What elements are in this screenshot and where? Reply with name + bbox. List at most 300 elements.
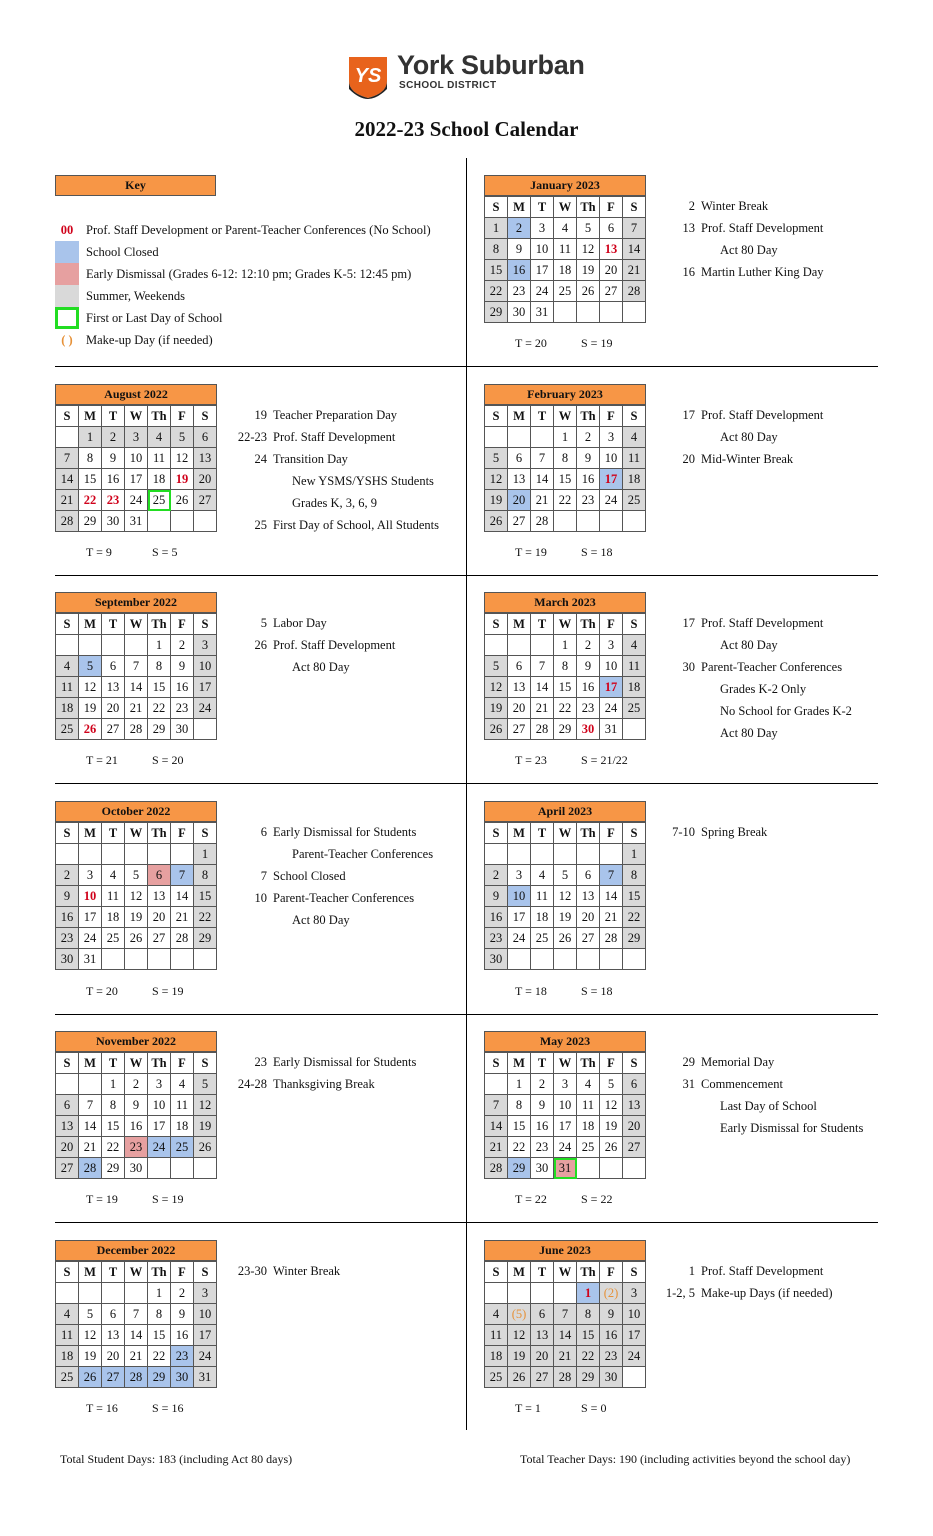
calendar-day: 20 xyxy=(531,1346,554,1367)
weekday-header: S xyxy=(194,1262,217,1283)
calendar-day: 1 xyxy=(194,844,217,865)
calendar-event xyxy=(254,408,398,423)
weekday-header: S xyxy=(56,1262,79,1283)
calendar-day: 29 xyxy=(577,1367,600,1388)
month-title: December 2022 xyxy=(55,1240,217,1261)
calendar-day: 10 xyxy=(531,239,554,260)
empty-day xyxy=(79,1283,102,1304)
calendar-day: 27 xyxy=(148,928,171,949)
total-student-days: Total Student Days: 183 (including Act 80 days) xyxy=(60,1452,293,1466)
weekday-header: F xyxy=(171,614,194,635)
calendar-day: 13 xyxy=(531,1325,554,1346)
calendar-day: 19 xyxy=(600,1116,623,1137)
month-calendar xyxy=(55,592,217,740)
calendar-event xyxy=(237,1264,341,1279)
calendar-event xyxy=(701,430,778,445)
empty-day xyxy=(623,719,646,740)
calendar-day: 17 xyxy=(79,907,102,928)
month-calendar xyxy=(484,175,646,323)
empty-day xyxy=(148,511,171,532)
weekday-header: Th xyxy=(148,1262,171,1283)
calendar-day: 2 xyxy=(531,1074,554,1095)
month-title: May 2023 xyxy=(484,1031,646,1052)
event-date: 31 xyxy=(682,1077,695,1091)
calendar-day: 7 xyxy=(125,1304,148,1325)
event-label: Act 80 Day xyxy=(720,430,778,444)
calendar-event xyxy=(682,1055,775,1070)
event-label: Make-up Days (if needed) xyxy=(701,1286,833,1300)
calendar-day: 2 xyxy=(508,218,531,239)
calendar-day: 13 xyxy=(56,1116,79,1137)
calendar-day: 14 xyxy=(531,677,554,698)
calendar-day: 25 xyxy=(171,1137,194,1158)
calendar-day: 28 xyxy=(125,719,148,740)
empty-day xyxy=(56,844,79,865)
calendar-day: 12 xyxy=(171,448,194,469)
event-date: 17 xyxy=(682,408,695,422)
calendar-day: 8 xyxy=(554,448,577,469)
weekday-header: M xyxy=(508,823,531,844)
calendar-day: 17 xyxy=(194,1325,217,1346)
empty-day xyxy=(508,427,531,448)
calendar-day: 27 xyxy=(508,511,531,532)
event-date: 6 xyxy=(260,825,267,839)
calendar-day: 26 xyxy=(485,511,508,532)
event-label: School Closed xyxy=(273,869,346,883)
calendar-day: 4 xyxy=(56,656,79,677)
empty-day xyxy=(554,949,577,970)
calendar-day: 23 xyxy=(577,490,600,511)
month-calendar xyxy=(55,1240,217,1388)
row-divider xyxy=(55,575,878,576)
calendar-event xyxy=(672,825,768,840)
calendar-day: 8 xyxy=(623,865,646,886)
weekday-header: Th xyxy=(577,197,600,218)
calendar-day: 25 xyxy=(623,490,646,511)
month-title: September 2022 xyxy=(55,592,217,613)
weekday-header: T xyxy=(531,406,554,427)
calendar-event xyxy=(665,1286,833,1301)
calendar-day: 1 xyxy=(623,844,646,865)
empty-day xyxy=(531,949,554,970)
teacher-days-count: T = 21 xyxy=(86,753,118,767)
weekday-header: S xyxy=(194,823,217,844)
event-label: Prof. Staff Development xyxy=(701,616,824,630)
calendar-day: 15 xyxy=(577,1325,600,1346)
calendar-day: 27 xyxy=(102,719,125,740)
calendar-day: 2 xyxy=(102,427,125,448)
event-label: Mid-Winter Break xyxy=(701,452,794,466)
calendar-day: 1 xyxy=(148,1283,171,1304)
calendar-day: 19 xyxy=(577,260,600,281)
calendar-day: 16 xyxy=(508,260,531,281)
event-label: Act 80 Day xyxy=(292,913,350,927)
weekday-header: W xyxy=(554,197,577,218)
row-divider xyxy=(55,366,878,367)
calendar-day: 4 xyxy=(623,427,646,448)
calendar-day: 28 xyxy=(485,1158,508,1179)
calendar-event xyxy=(688,1264,824,1279)
calendar-event xyxy=(701,1121,863,1136)
month-title: January 2023 xyxy=(484,175,646,196)
calendar-day: 8 xyxy=(102,1095,125,1116)
calendar-day: 6 xyxy=(508,448,531,469)
calendar-day: 26 xyxy=(79,719,102,740)
calendar-day: 30 xyxy=(125,1158,148,1179)
calendar-day: 25 xyxy=(485,1367,508,1388)
calendar-day: 29 xyxy=(79,511,102,532)
event-label: Act 80 Day xyxy=(720,243,778,257)
calendar-day: 27 xyxy=(600,281,623,302)
student-days-count: S = 18 xyxy=(581,545,613,559)
weekday-header: T xyxy=(102,1262,125,1283)
calendar-day: 29 xyxy=(508,1158,531,1179)
calendar-day: 15 xyxy=(148,677,171,698)
calendar-day: 29 xyxy=(148,719,171,740)
calendar-event xyxy=(273,660,350,675)
empty-day xyxy=(554,302,577,323)
weekday-header: Th xyxy=(577,406,600,427)
empty-day xyxy=(623,1158,646,1179)
weekday-header: S xyxy=(485,614,508,635)
teacher-days-count: T = 18 xyxy=(515,984,547,998)
calendar-day: 6 xyxy=(102,656,125,677)
weekday-header: S xyxy=(56,1053,79,1074)
calendar-day: 27 xyxy=(531,1367,554,1388)
calendar-day: 15 xyxy=(508,1116,531,1137)
calendar-day: 24 xyxy=(148,1137,171,1158)
calendar-day: 21 xyxy=(171,907,194,928)
calendar-day: 27 xyxy=(194,490,217,511)
calendar-day: 20 xyxy=(600,260,623,281)
key-swatch xyxy=(55,285,79,307)
calendar-day: 20 xyxy=(508,698,531,719)
calendar-day: (2) xyxy=(600,1283,623,1304)
event-date: 19 xyxy=(254,408,267,422)
calendar-day: 23 xyxy=(125,1137,148,1158)
calendar-day: 30 xyxy=(531,1158,554,1179)
empty-day xyxy=(125,635,148,656)
weekday-header: M xyxy=(79,614,102,635)
calendar-day: 30 xyxy=(171,1367,194,1388)
student-days-count: S = 19 xyxy=(152,1192,184,1206)
weekday-header: W xyxy=(554,823,577,844)
empty-day xyxy=(125,844,148,865)
calendar-day: 24 xyxy=(554,1137,577,1158)
calendar-day: 12 xyxy=(485,469,508,490)
calendar-day: 11 xyxy=(531,886,554,907)
calendar-day: 24 xyxy=(79,928,102,949)
calendar-day: 11 xyxy=(148,448,171,469)
empty-day xyxy=(171,511,194,532)
empty-day xyxy=(56,1074,79,1095)
calendar-day: 2 xyxy=(577,427,600,448)
empty-day xyxy=(508,1283,531,1304)
calendar-day: 5 xyxy=(554,865,577,886)
calendar-day: 23 xyxy=(171,1346,194,1367)
calendar-day: 28 xyxy=(531,511,554,532)
calendar-day: 28 xyxy=(600,928,623,949)
calendar-event xyxy=(237,1077,375,1092)
calendar-day: 15 xyxy=(79,469,102,490)
empty-day xyxy=(148,1158,171,1179)
calendar-day: 26 xyxy=(577,281,600,302)
key-label: Prof. Staff Development or Parent-Teacher Conferences (No School) xyxy=(86,223,431,237)
weekday-header: M xyxy=(508,197,531,218)
calendar-day: 8 xyxy=(148,1304,171,1325)
calendar-day: 25 xyxy=(623,698,646,719)
calendar-day: 17 xyxy=(623,1325,646,1346)
calendar-day: 30 xyxy=(485,949,508,970)
calendar-day: 28 xyxy=(171,928,194,949)
calendar-day: 19 xyxy=(554,907,577,928)
empty-day xyxy=(577,302,600,323)
calendar-day: 9 xyxy=(171,1304,194,1325)
calendar-event xyxy=(682,265,824,280)
weekday-header: Th xyxy=(577,1053,600,1074)
calendar-day: 18 xyxy=(56,1346,79,1367)
empty-day xyxy=(56,1283,79,1304)
empty-day xyxy=(102,949,125,970)
page-title: 2022-23 School Calendar xyxy=(354,117,579,141)
weekday-header: T xyxy=(102,1053,125,1074)
event-date: 13 xyxy=(682,221,695,235)
weekday-header: S xyxy=(623,1053,646,1074)
calendar-day: 11 xyxy=(623,448,646,469)
calendar-day: 6 xyxy=(531,1304,554,1325)
calendar-day: 18 xyxy=(102,907,125,928)
weekday-header: M xyxy=(79,406,102,427)
calendar-day: 20 xyxy=(577,907,600,928)
calendar-day: 5 xyxy=(577,218,600,239)
calendar-day: 19 xyxy=(79,698,102,719)
calendar-day: 12 xyxy=(577,239,600,260)
teacher-days-count: T = 1 xyxy=(515,1401,541,1415)
calendar-day: 30 xyxy=(102,511,125,532)
calendar-event xyxy=(688,199,769,214)
event-label: Teacher Preparation Day xyxy=(273,408,398,422)
weekday-header: M xyxy=(508,406,531,427)
key-swatch: ( ) xyxy=(61,333,73,347)
calendar-day: 8 xyxy=(508,1095,531,1116)
calendar-day: 14 xyxy=(623,239,646,260)
weekday-header: M xyxy=(508,1262,531,1283)
empty-day xyxy=(623,1367,646,1388)
calendar-day: 24 xyxy=(531,281,554,302)
logo-subtext: SCHOOL DISTRICT xyxy=(399,80,497,91)
event-label: Prof. Staff Development xyxy=(273,430,396,444)
calendar-day: 10 xyxy=(508,886,531,907)
calendar-day: 19 xyxy=(125,907,148,928)
calendar-day: 18 xyxy=(577,1116,600,1137)
month-calendar xyxy=(484,801,646,970)
teacher-days-count: T = 9 xyxy=(86,545,112,559)
calendar-day: 7 xyxy=(531,656,554,677)
weekday-header: Th xyxy=(148,406,171,427)
weekday-header: W xyxy=(554,1262,577,1283)
calendar-day: 27 xyxy=(577,928,600,949)
event-label: New YSMS/YSHS Students xyxy=(292,474,434,488)
calendar-day: 15 xyxy=(194,886,217,907)
empty-day xyxy=(56,427,79,448)
calendar-day: 16 xyxy=(577,469,600,490)
calendar-day: 9 xyxy=(56,886,79,907)
calendar-day: 25 xyxy=(56,1367,79,1388)
calendar-event xyxy=(237,430,396,445)
calendar-day: 15 xyxy=(554,469,577,490)
event-label: Spring Break xyxy=(701,825,768,839)
calendar-day: 25 xyxy=(148,490,171,511)
student-days-count: S = 22 xyxy=(581,1192,613,1206)
calendar-day: 9 xyxy=(577,656,600,677)
event-label: Transition Day xyxy=(273,452,348,466)
calendar-event xyxy=(682,452,794,467)
calendar-day: 14 xyxy=(600,886,623,907)
calendar-event xyxy=(273,847,433,862)
calendar-day: 13 xyxy=(577,886,600,907)
empty-day xyxy=(577,949,600,970)
calendar-day: 5 xyxy=(194,1074,217,1095)
calendar-day: 14 xyxy=(171,886,194,907)
calendar-day: 7 xyxy=(171,865,194,886)
calendar-event xyxy=(701,704,852,719)
student-days-count: S = 5 xyxy=(152,545,178,559)
event-label: Act 80 Day xyxy=(720,638,778,652)
calendar-day: 1 xyxy=(485,218,508,239)
weekday-header: W xyxy=(125,1053,148,1074)
calendar-day: 21 xyxy=(125,698,148,719)
calendar-day: 6 xyxy=(508,656,531,677)
calendar-day: 23 xyxy=(485,928,508,949)
event-label: Parent-Teacher Conferences xyxy=(701,660,843,674)
calendar-day: 27 xyxy=(623,1137,646,1158)
calendar-day: 10 xyxy=(600,656,623,677)
teacher-days-count: T = 20 xyxy=(86,984,118,998)
weekday-header: T xyxy=(102,823,125,844)
key-swatch xyxy=(55,307,79,329)
calendar-day: 15 xyxy=(623,886,646,907)
empty-day xyxy=(531,844,554,865)
calendar-day: 19 xyxy=(485,490,508,511)
key-label: School Closed xyxy=(86,245,159,259)
calendar-day: 3 xyxy=(79,865,102,886)
calendar-day: 18 xyxy=(554,260,577,281)
calendar-day: 10 xyxy=(125,448,148,469)
empty-day xyxy=(194,1158,217,1179)
month-title: October 2022 xyxy=(55,801,217,822)
event-label: Memorial Day xyxy=(701,1055,775,1069)
calendar-day: 14 xyxy=(554,1325,577,1346)
month-calendar xyxy=(484,592,646,740)
calendar-day: 23 xyxy=(577,698,600,719)
calendar-day: 22 xyxy=(102,1137,125,1158)
empty-day xyxy=(623,302,646,323)
calendar-day: 13 xyxy=(508,469,531,490)
calendar-day: 30 xyxy=(600,1367,623,1388)
calendar-day: 22 xyxy=(194,907,217,928)
empty-day xyxy=(171,1158,194,1179)
calendar-day: 25 xyxy=(554,281,577,302)
calendar-day: 4 xyxy=(577,1074,600,1095)
calendar-day: 26 xyxy=(554,928,577,949)
calendar-day: 7 xyxy=(623,218,646,239)
calendar-day: 5 xyxy=(79,656,102,677)
calendar-day: 18 xyxy=(623,677,646,698)
calendar-day: 12 xyxy=(554,886,577,907)
calendar-day: 22 xyxy=(148,1346,171,1367)
calendar-day: 18 xyxy=(148,469,171,490)
calendar-day: 13 xyxy=(600,239,623,260)
calendar-day: 14 xyxy=(125,677,148,698)
calendar-day: 25 xyxy=(102,928,125,949)
calendar-day: 5 xyxy=(600,1074,623,1095)
calendar-day: 4 xyxy=(554,218,577,239)
district-logo xyxy=(347,52,597,102)
calendar-day: 13 xyxy=(508,677,531,698)
student-days-count: S = 18 xyxy=(581,984,613,998)
calendar-day: 14 xyxy=(56,469,79,490)
calendar-day: 1 xyxy=(554,635,577,656)
empty-day xyxy=(148,949,171,970)
empty-day xyxy=(102,1283,125,1304)
student-days-count: S = 20 xyxy=(152,753,184,767)
empty-day xyxy=(600,844,623,865)
calendar-day: 5 xyxy=(485,448,508,469)
calendar-event xyxy=(254,638,396,653)
calendar-day: 17 xyxy=(554,1116,577,1137)
event-label: Martin Luther King Day xyxy=(701,265,824,279)
teacher-days-count: T = 22 xyxy=(515,1192,547,1206)
weekday-header: F xyxy=(600,1053,623,1074)
calendar-day: 30 xyxy=(508,302,531,323)
calendar-day: 2 xyxy=(56,865,79,886)
calendar-day: 4 xyxy=(171,1074,194,1095)
calendar-day: 15 xyxy=(148,1325,171,1346)
calendar-day: 9 xyxy=(485,886,508,907)
key-label: Make-up Day (if needed) xyxy=(86,333,213,347)
calendar-day: 18 xyxy=(171,1116,194,1137)
weekday-header: F xyxy=(600,1262,623,1283)
empty-day xyxy=(102,844,125,865)
calendar-day: 29 xyxy=(148,1367,171,1388)
empty-day xyxy=(125,949,148,970)
calendar-day: 26 xyxy=(171,490,194,511)
month-title: June 2023 xyxy=(484,1240,646,1261)
calendar-day: 2 xyxy=(171,1283,194,1304)
calendar-event xyxy=(260,869,346,884)
weekday-header: F xyxy=(600,197,623,218)
calendar-day: 31 xyxy=(125,511,148,532)
empty-day xyxy=(485,844,508,865)
calendar-day: 8 xyxy=(485,239,508,260)
empty-day xyxy=(600,302,623,323)
calendar-day: 23 xyxy=(508,281,531,302)
month-title: April 2023 xyxy=(484,801,646,822)
calendar-day: 29 xyxy=(194,928,217,949)
weekday-header: S xyxy=(623,1262,646,1283)
calendar-day: 13 xyxy=(102,1325,125,1346)
calendar-day: 10 xyxy=(194,656,217,677)
calendar-day: 6 xyxy=(194,427,217,448)
calendar-day: 31 xyxy=(554,1158,577,1179)
calendar-day: 26 xyxy=(508,1367,531,1388)
calendar-day: 31 xyxy=(600,719,623,740)
calendar-day: 29 xyxy=(623,928,646,949)
weekday-header: W xyxy=(554,614,577,635)
calendar-event xyxy=(254,518,439,533)
calendar-day: 23 xyxy=(531,1137,554,1158)
calendar-day: 16 xyxy=(171,677,194,698)
